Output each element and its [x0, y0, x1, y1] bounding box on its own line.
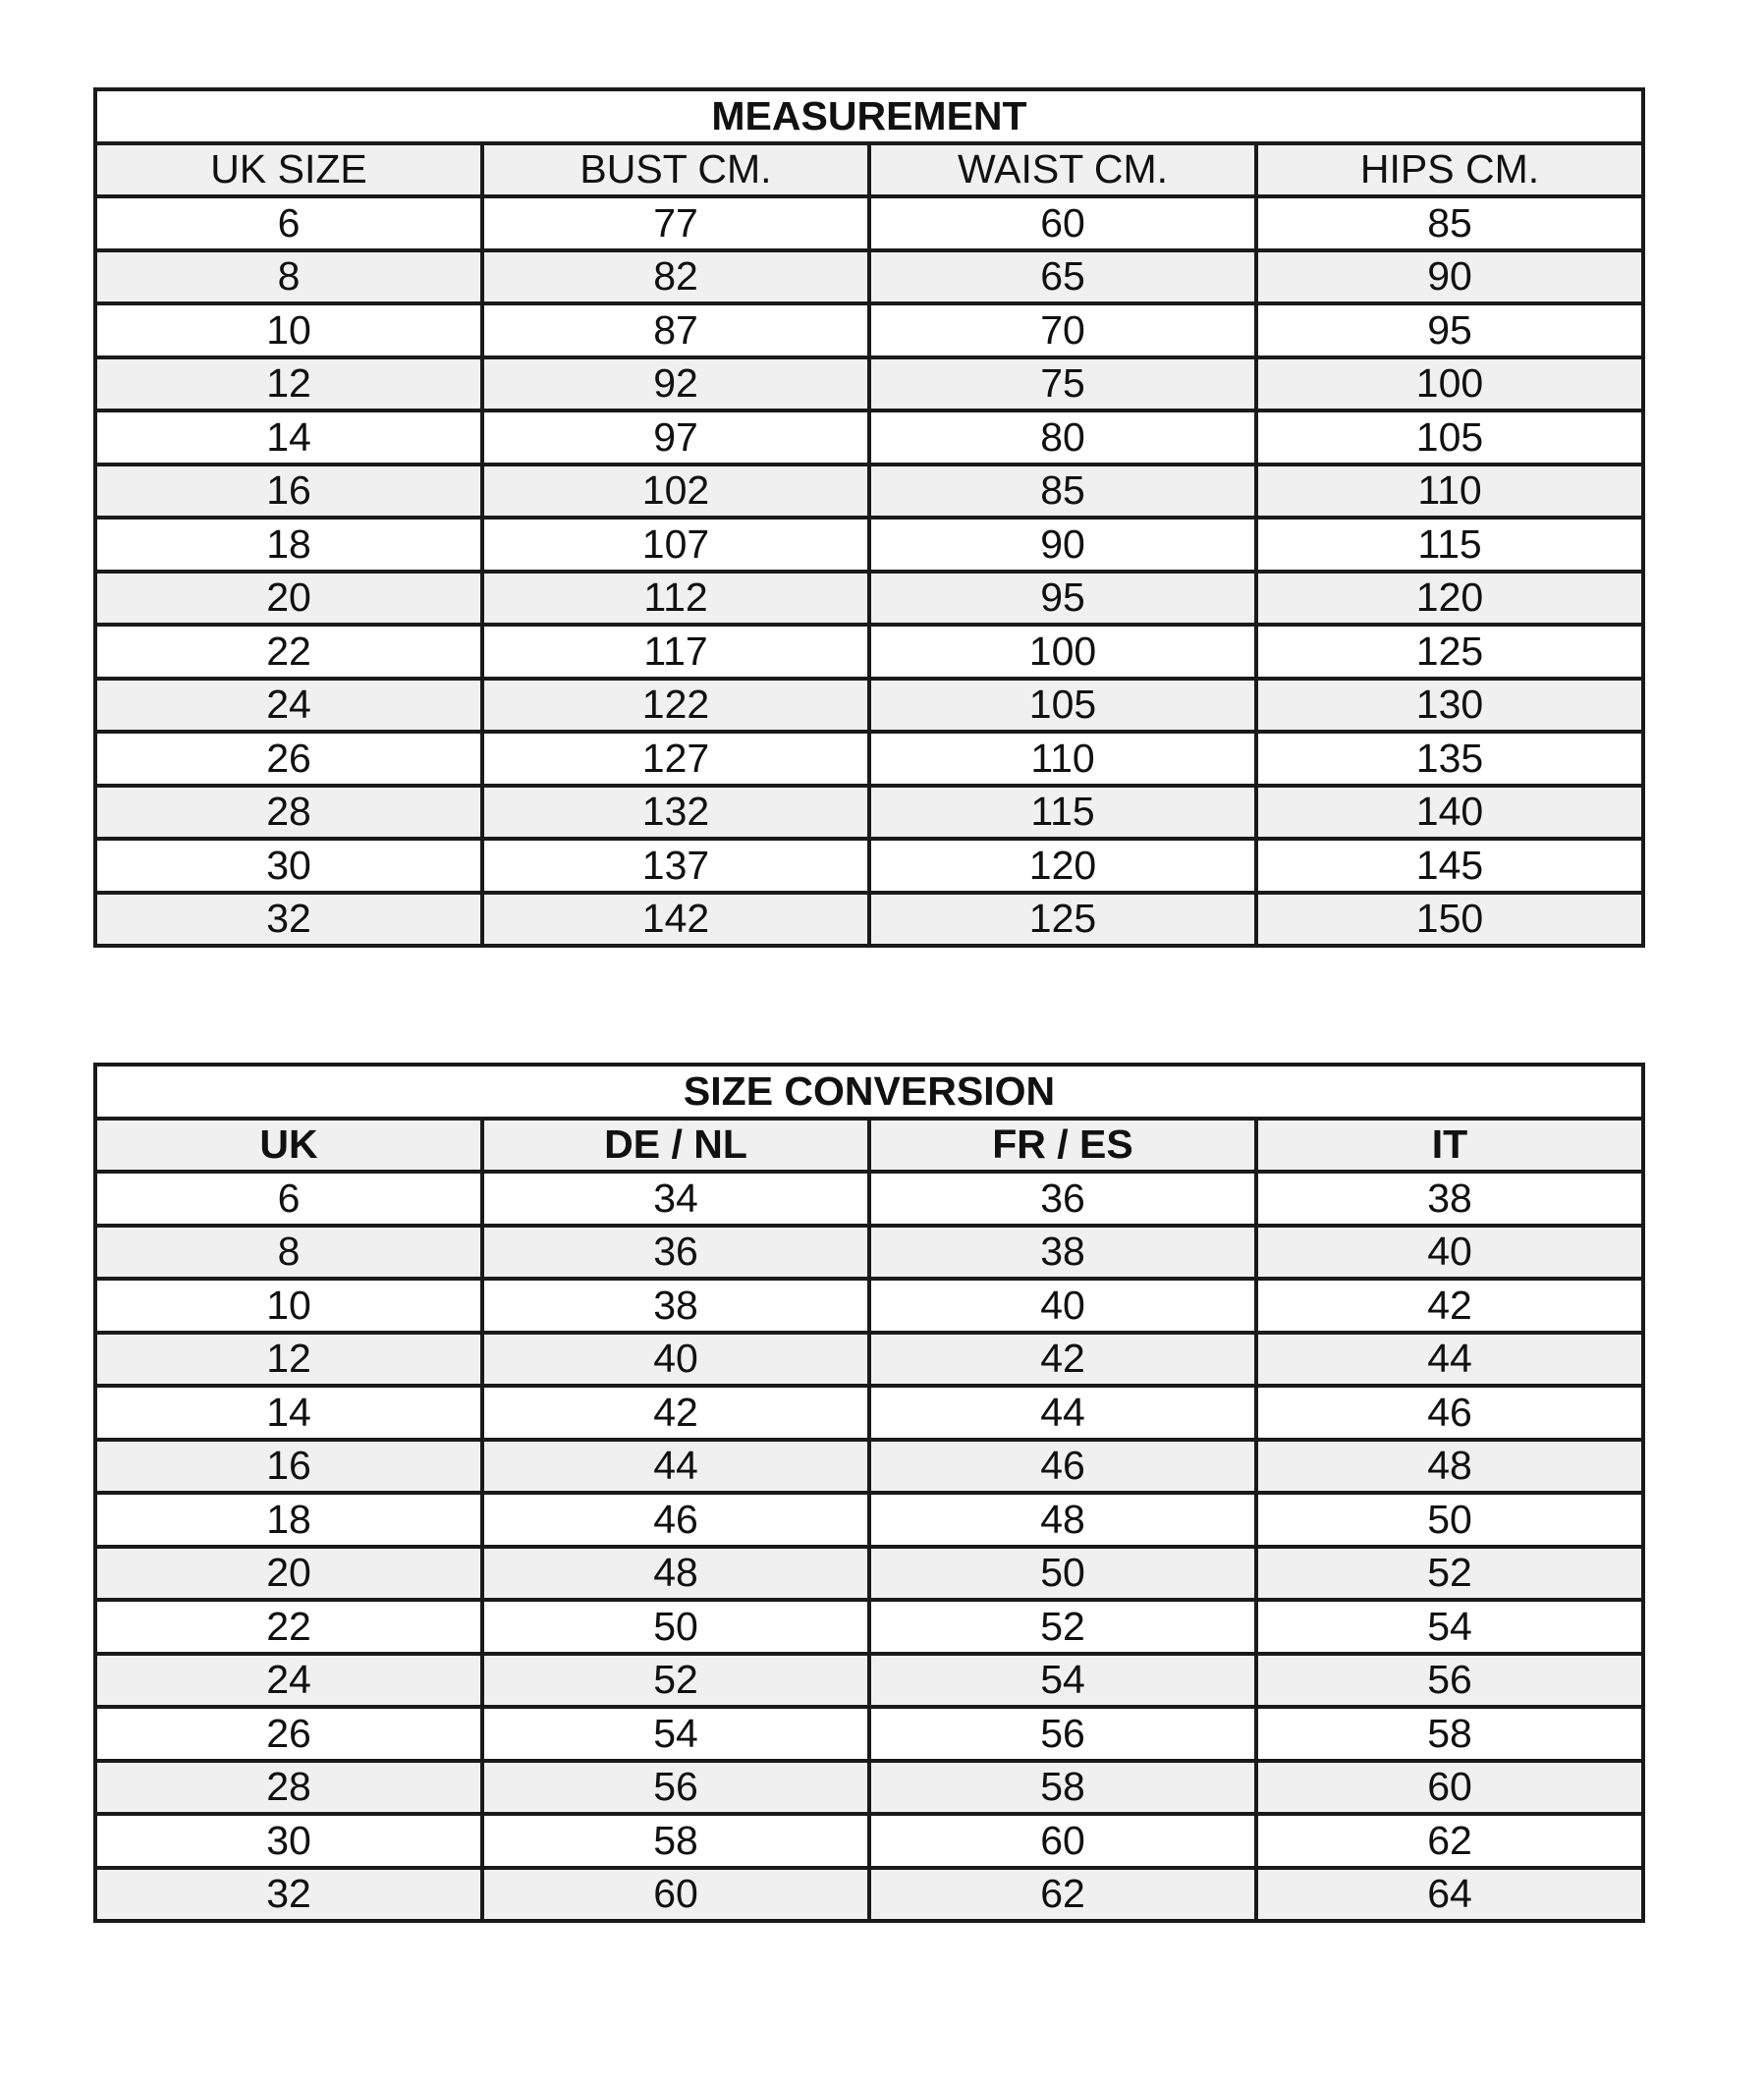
table-cell: 87	[482, 303, 869, 357]
table-cell: 20	[95, 572, 482, 626]
conversion-header-row	[95, 1119, 1643, 1173]
table-row	[95, 625, 1643, 679]
table-row	[95, 786, 1643, 840]
table-cell: 14	[95, 410, 482, 465]
table-cell: 100	[1256, 357, 1643, 411]
table-row	[95, 357, 1643, 411]
table-cell: 48	[1256, 1440, 1643, 1494]
conversion-header-it: IT	[1256, 1119, 1643, 1173]
table-cell: 56	[1256, 1654, 1643, 1708]
table-cell: 28	[95, 786, 482, 840]
table-cell: 40	[1256, 1226, 1643, 1280]
table-cell: 38	[869, 1226, 1256, 1280]
measurement-header-uk-size: UK SIZE	[95, 143, 482, 197]
table-cell: 24	[95, 1654, 482, 1708]
table-cell: 112	[482, 572, 869, 626]
table-cell: 62	[1256, 1814, 1643, 1868]
table-cell: 32	[95, 1868, 482, 1922]
table-cell: 30	[95, 839, 482, 893]
table-row	[95, 250, 1643, 304]
table-cell: 58	[482, 1814, 869, 1868]
table-cell: 82	[482, 250, 869, 304]
table-cell: 50	[869, 1547, 1256, 1601]
table-cell: 38	[482, 1279, 869, 1333]
table-cell: 110	[869, 732, 1256, 786]
table-cell: 150	[1256, 893, 1643, 947]
measurement-header-hips: HIPS CM.	[1256, 143, 1643, 197]
table-cell: 20	[95, 1547, 482, 1601]
table-cell: 52	[482, 1654, 869, 1708]
table-cell: 130	[1256, 679, 1643, 733]
table-cell: 115	[1256, 518, 1643, 572]
measurement-header-bust: BUST CM.	[482, 143, 869, 197]
measurement-header-row	[95, 143, 1643, 197]
table-cell: 97	[482, 410, 869, 465]
table-cell: 132	[482, 786, 869, 840]
table-cell: 42	[482, 1386, 869, 1440]
table-row	[95, 1654, 1643, 1708]
table-cell: 56	[869, 1707, 1256, 1761]
table-cell: 48	[482, 1547, 869, 1601]
table-row	[95, 1707, 1643, 1761]
table-cell: 85	[869, 465, 1256, 519]
table-cell: 122	[482, 679, 869, 733]
table-cell: 50	[482, 1600, 869, 1654]
table-cell: 120	[869, 839, 1256, 893]
table-cell: 34	[482, 1172, 869, 1226]
table-row	[95, 679, 1643, 733]
table-cell: 40	[869, 1279, 1256, 1333]
table-cell: 16	[95, 465, 482, 519]
table-row	[95, 1279, 1643, 1333]
table-cell: 36	[482, 1226, 869, 1280]
table-cell: 110	[1256, 465, 1643, 519]
table-cell: 52	[869, 1600, 1256, 1654]
table-cell: 10	[95, 303, 482, 357]
table-row	[95, 1493, 1643, 1547]
table-cell: 145	[1256, 839, 1643, 893]
table-row	[95, 518, 1643, 572]
conversion-header-uk: UK	[95, 1119, 482, 1173]
table-cell: 42	[1256, 1279, 1643, 1333]
table-row	[95, 1600, 1643, 1654]
table-cell: 137	[482, 839, 869, 893]
measurement-body	[95, 196, 1643, 946]
table-row	[95, 893, 1643, 947]
table-cell: 42	[869, 1333, 1256, 1387]
table-cell: 115	[869, 786, 1256, 840]
conversion-header-fr-es: FR / ES	[869, 1119, 1256, 1173]
table-cell: 44	[482, 1440, 869, 1494]
table-cell: 38	[1256, 1172, 1643, 1226]
table-row	[95, 572, 1643, 626]
table-cell: 46	[869, 1440, 1256, 1494]
table-cell: 85	[1256, 196, 1643, 250]
table-row	[95, 1333, 1643, 1387]
table-row	[95, 303, 1643, 357]
table-cell: 105	[869, 679, 1256, 733]
table-cell: 95	[1256, 303, 1643, 357]
table-row	[95, 1868, 1643, 1922]
table-row	[95, 1814, 1643, 1868]
table-cell: 90	[1256, 250, 1643, 304]
table-cell: 117	[482, 625, 869, 679]
table-cell: 60	[869, 1814, 1256, 1868]
measurement-header-waist: WAIST CM.	[869, 143, 1256, 197]
table-cell: 125	[1256, 625, 1643, 679]
table-cell: 107	[482, 518, 869, 572]
table-cell: 8	[95, 1226, 482, 1280]
table-cell: 46	[482, 1493, 869, 1547]
table-cell: 56	[482, 1761, 869, 1815]
table-cell: 8	[95, 250, 482, 304]
table-row	[95, 1440, 1643, 1494]
table-cell: 24	[95, 679, 482, 733]
table-cell: 12	[95, 1333, 482, 1387]
conversion-title: SIZE CONVERSION	[95, 1065, 1643, 1119]
table-cell: 46	[1256, 1386, 1643, 1440]
table-cell: 120	[1256, 572, 1643, 626]
table-cell: 62	[869, 1868, 1256, 1922]
measurement-title: MEASUREMENT	[95, 89, 1643, 143]
table-cell: 26	[95, 732, 482, 786]
table-cell: 64	[1256, 1868, 1643, 1922]
table-cell: 92	[482, 357, 869, 411]
table-row	[95, 196, 1643, 250]
table-cell: 125	[869, 893, 1256, 947]
table-cell: 48	[869, 1493, 1256, 1547]
table-cell: 54	[482, 1707, 869, 1761]
table-cell: 44	[869, 1386, 1256, 1440]
table-cell: 95	[869, 572, 1256, 626]
table-cell: 30	[95, 1814, 482, 1868]
table-cell: 54	[869, 1654, 1256, 1708]
table-cell: 22	[95, 1600, 482, 1654]
table-cell: 16	[95, 1440, 482, 1494]
table-row	[95, 410, 1643, 465]
table-cell: 36	[869, 1172, 1256, 1226]
measurement-title-row	[95, 89, 1643, 143]
size-conversion-table	[93, 1063, 1645, 1923]
table-row	[95, 1226, 1643, 1280]
table-cell: 140	[1256, 786, 1643, 840]
table-row	[95, 1547, 1643, 1601]
table-row	[95, 465, 1643, 519]
table-cell: 50	[1256, 1493, 1643, 1547]
table-cell: 10	[95, 1279, 482, 1333]
table-cell: 18	[95, 1493, 482, 1547]
table-cell: 90	[869, 518, 1256, 572]
table-cell: 6	[95, 1172, 482, 1226]
table-cell: 105	[1256, 410, 1643, 465]
table-row	[95, 732, 1643, 786]
table-cell: 22	[95, 625, 482, 679]
table-cell: 26	[95, 1707, 482, 1761]
table-cell: 14	[95, 1386, 482, 1440]
table-cell: 100	[869, 625, 1256, 679]
table-cell: 60	[482, 1868, 869, 1922]
table-row	[95, 1172, 1643, 1226]
conversion-body	[95, 1172, 1643, 1921]
table-cell: 18	[95, 518, 482, 572]
table-cell: 102	[482, 465, 869, 519]
table-cell: 135	[1256, 732, 1643, 786]
table-cell: 60	[1256, 1761, 1643, 1815]
table-row	[95, 1761, 1643, 1815]
table-cell: 6	[95, 196, 482, 250]
table-cell: 60	[869, 196, 1256, 250]
measurement-table	[93, 87, 1645, 948]
table-cell: 58	[869, 1761, 1256, 1815]
table-cell: 77	[482, 196, 869, 250]
table-cell: 44	[1256, 1333, 1643, 1387]
table-cell: 28	[95, 1761, 482, 1815]
table-cell: 127	[482, 732, 869, 786]
table-cell: 70	[869, 303, 1256, 357]
table-cell: 75	[869, 357, 1256, 411]
conversion-header-de-nl: DE / NL	[482, 1119, 869, 1173]
table-cell: 32	[95, 893, 482, 947]
conversion-title-row	[95, 1065, 1643, 1119]
table-row	[95, 839, 1643, 893]
table-cell: 65	[869, 250, 1256, 304]
table-cell: 58	[1256, 1707, 1643, 1761]
table-row	[95, 1386, 1643, 1440]
table-cell: 80	[869, 410, 1256, 465]
table-cell: 52	[1256, 1547, 1643, 1601]
table-cell: 54	[1256, 1600, 1643, 1654]
table-cell: 142	[482, 893, 869, 947]
table-cell: 40	[482, 1333, 869, 1387]
table-cell: 12	[95, 357, 482, 411]
